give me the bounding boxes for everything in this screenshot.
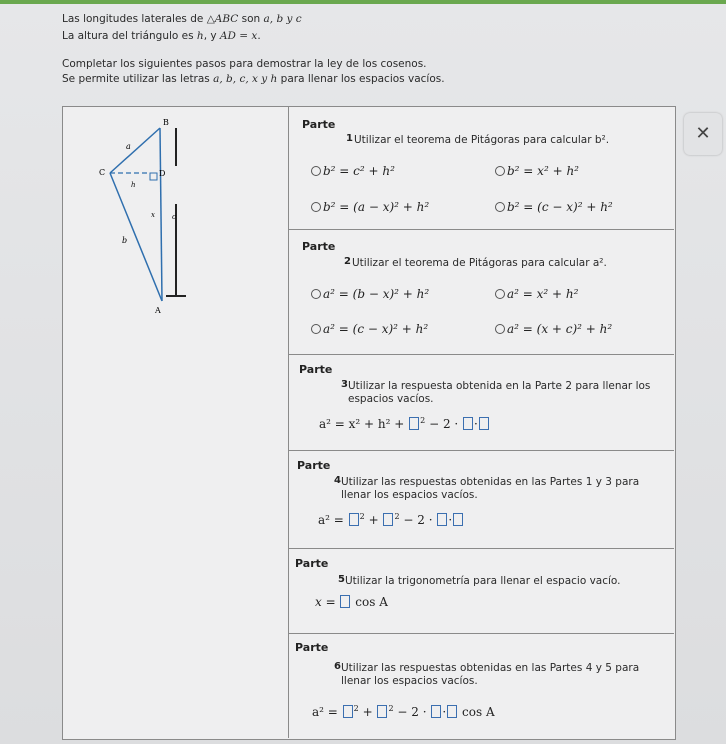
blank-input[interactable]: [431, 705, 441, 718]
part-title: Parte: [302, 240, 336, 253]
equation-5: [315, 595, 388, 609]
part-title: Parte: [302, 118, 336, 131]
part-number: 6: [334, 661, 341, 672]
triangle-symbol: △ABC: [206, 13, 239, 25]
blank-input[interactable]: [437, 513, 447, 526]
equation-text: a² =: [318, 513, 344, 527]
top-accent-bar: [0, 0, 726, 4]
radio-button[interactable]: [495, 289, 505, 299]
part-title: Parte: [295, 641, 329, 654]
side-a-line: [110, 128, 160, 173]
side-variables: a, b y c: [263, 13, 302, 25]
blank-input[interactable]: [349, 513, 359, 526]
right-angle-mark: [150, 173, 157, 180]
part-2: [289, 230, 674, 355]
intro-text: La altura del triángulo es: [62, 30, 197, 42]
option-label: a² = (b − x)² + h²: [323, 287, 430, 301]
equation-text: +: [362, 705, 373, 719]
intro-text: , y: [203, 30, 220, 42]
part-number: 2: [344, 256, 351, 267]
equation-text: x =: [315, 595, 336, 609]
radio-button[interactable]: [311, 324, 321, 334]
blank-input[interactable]: [479, 417, 489, 430]
part-number: 4: [334, 475, 341, 486]
part-instruction: Utilizar las respuestas obtenidas en las Partes 1 y 3 para llenar los espacios vacíos.: [341, 476, 640, 501]
vertex-label-b: B: [163, 118, 169, 127]
equation-text: − 2 ·: [403, 513, 433, 527]
side-label-c: c: [172, 213, 176, 221]
intro-text: para llenar los espacios vacíos.: [277, 73, 445, 85]
close-button[interactable]: ✕: [684, 113, 722, 155]
blank-input[interactable]: [340, 595, 350, 608]
blank-input[interactable]: [377, 705, 387, 718]
allowed-letters: a, b, c, x y h: [213, 73, 278, 85]
option-1a[interactable]: [311, 164, 395, 178]
option-2d[interactable]: [495, 322, 612, 336]
side-label-b: b: [122, 236, 128, 245]
equation-text: − 2 ·: [397, 705, 427, 719]
option-label: b² = (c − x)² + h²: [507, 200, 613, 214]
option-1b[interactable]: [495, 164, 579, 178]
part-number: 3: [341, 379, 348, 390]
vertex-label-c: C: [99, 168, 106, 177]
equation-6: a² = $^2$ + $^2$ − 2 · · cos A: [312, 704, 495, 719]
intro-line-4: [62, 73, 445, 85]
part-instruction: Utilizar la trigonometría para llenar el espacio vacío.: [345, 575, 621, 587]
radio-button[interactable]: [495, 324, 505, 334]
option-label: a² = x² + h²: [507, 287, 579, 301]
radio-button[interactable]: [311, 202, 321, 212]
intro-text: Se permite utilizar las letras: [62, 73, 214, 85]
part-title: Parte: [299, 363, 333, 376]
part-4: [289, 451, 674, 549]
option-label: a² = (c − x)² + h²: [323, 322, 429, 336]
part-title: Parte: [295, 557, 329, 570]
intro-text: son: [238, 13, 264, 25]
blank-input[interactable]: [453, 513, 463, 526]
equation-text: a² =: [312, 705, 338, 719]
equation-text: +: [368, 513, 379, 527]
option-1d[interactable]: [495, 200, 613, 214]
option-1c[interactable]: [311, 200, 429, 214]
part-6: [289, 634, 674, 738]
equation-text: a² = x² + h² +: [319, 417, 405, 431]
side-label-a: a: [126, 142, 131, 151]
side-c-line: [160, 128, 162, 301]
side-b-line: [110, 173, 162, 301]
intro-line-2: [62, 30, 261, 42]
part-number: 1: [346, 133, 353, 144]
radio-button[interactable]: [495, 202, 505, 212]
intro-text: .: [257, 30, 261, 42]
height-variable: h: [196, 30, 204, 42]
radio-button[interactable]: [495, 166, 505, 176]
equation-3: a² = x² + h² + $^2$ − 2 · ·: [319, 416, 490, 431]
vertex-label-a: A: [155, 306, 161, 315]
radio-button[interactable]: [311, 166, 321, 176]
part-1: [289, 106, 674, 230]
equation-text: cos A: [355, 595, 388, 609]
side-label-x: x: [151, 211, 155, 219]
part-5: [289, 549, 674, 634]
intro-line-3: Completar los siguientes pasos para demostrar la ley de los cosenos.: [62, 58, 427, 70]
blank-input[interactable]: [447, 705, 457, 718]
figure-column: [62, 106, 289, 738]
equation-4: a² = $^2$ + $^2$ − 2 · ·: [318, 512, 464, 527]
intro-line-1: [62, 13, 302, 25]
option-2b[interactable]: [495, 287, 578, 301]
option-label: b² = (a − x)² + h²: [323, 200, 430, 214]
option-label: b² = c² + h²: [323, 164, 395, 178]
part-instruction: Utilizar el teorema de Pitágoras para calcular b².: [354, 134, 610, 146]
part-instruction: Utilizar la respuesta obtenida en la Parte 2 para llenar los espacios vacíos.: [348, 380, 651, 405]
blank-input[interactable]: [409, 417, 419, 430]
option-2a[interactable]: [311, 287, 429, 301]
side-label-h: h: [131, 181, 136, 189]
equation-text: cos A: [462, 705, 495, 719]
triangle-figure: [62, 106, 288, 316]
part-number: 5: [338, 574, 345, 585]
blank-input[interactable]: [343, 705, 353, 718]
part-3: [289, 355, 674, 451]
part-instruction: Utilizar el teorema de Pitágoras para calcular a².: [352, 257, 607, 269]
intro-text: Las longitudes laterales de: [62, 13, 207, 25]
part-title: Parte: [297, 459, 331, 472]
vertex-label-d: D: [159, 169, 166, 178]
radio-button[interactable]: [311, 289, 321, 299]
blank-input[interactable]: [383, 513, 393, 526]
part-instruction: Utilizar las respuestas obtenidas en las Partes 4 y 5 para llenar los espacios vacíos.: [341, 662, 640, 687]
ad-equation: AD = x: [219, 30, 258, 42]
option-label: b² = x² + h²: [507, 164, 579, 178]
equation-text: − 2 ·: [429, 417, 459, 431]
option-2c[interactable]: [311, 322, 428, 336]
option-label: a² = (x + c)² + h²: [507, 322, 613, 336]
blank-input[interactable]: [463, 417, 473, 430]
